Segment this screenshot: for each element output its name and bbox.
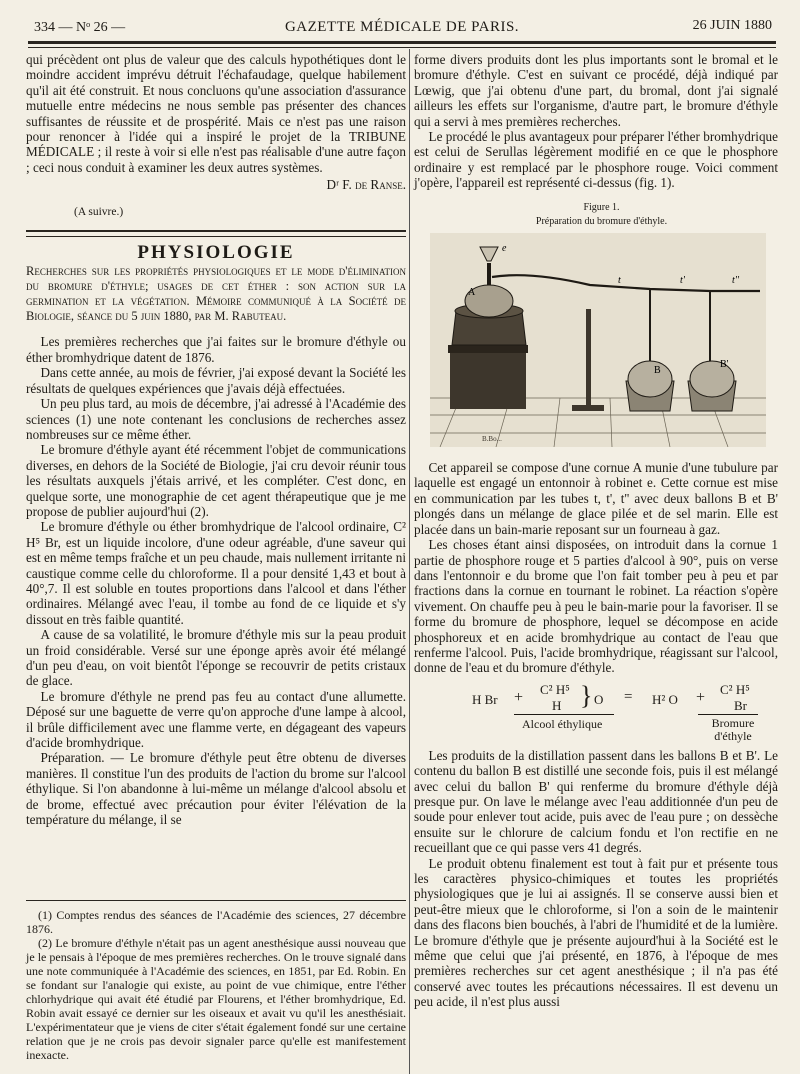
label-a: A [468,286,476,298]
author-signature: Dʳ F. de Ranse. [326,177,406,193]
eq-o: O [594,691,604,707]
support-stand [586,309,591,409]
label-t: t [618,274,621,286]
body-paragraph: Le bromure d'éthyle ayant été récemment l'objet de communications diverses, en dehors de la Société de Biologie, j'ai cru devoir réunir tous les résultats auxquels j'étais arrivé, et les compléter. C'est donc, en quelque sorte, une monographie de cet agent thérapeutique que je me propose de publier aujourd'hui (2). [26,442,406,519]
flask-b [628,361,672,397]
footnote: (2) Le bromure d'éthyle n'était pas un agent anesthésique aussi nouveau que je le pensais à l'époque de mes premières recherches. On le trouve signalé dans une note communiquée à l'Académie des sciences, en 1851, par Ed. Robin. En se fondant sur l'analogie qui existe, au point de vue chimique, entre l'éther chlorhydrique qui avait été étudié par Flourens, et l'éther bromhydrique, Ed. Robin avait essayé ce dernier sur les oiseaux et avait vu qu'il les anesthésiait. L'expérimentateur que je viens de citer s'était également fondé sur une certaine relation que je ne crois pas devoir signaler parce qu'elle est manifestement inexacte. [26,936,406,1062]
body-paragraph: Le procédé le plus avantageux pour préparer l'éther bromhydrique est celui de Serullas légèrement modifié en ce que le phosphore ordinaire y est remplacé par le phosphore rouge. Voici comment j'opère, l'appareil est représenté ci-dessus (fig. 1). [414,129,778,191]
section-rule [26,230,406,237]
figure-caption: Préparation du bromure d'éthyle. [535,215,668,227]
body-paragraph: Les produits de la distillation passent dans les ballons B et B'. Le contenu du ballon B est distillé une seconde fois, puis il est mélangé avec celui du ballon B' qui renferme du bromure d'éthyle déjà presque pur. On lave le mélange avec l'eau additionnée d'un peu de soude pour enlever tout acide, puis avec de l'eau pure ; on dessèche ensuite sur le chlorure de calcium fondu et l'on rectifie en ne recueillant que ce qui passe vers 41 degrés. [414,747,778,856]
right-column [414,52,778,1010]
eq-underline-alcool [514,714,614,715]
intro-paragraph: qui précèdent ont plus de valeur que des calculs hypothétiques dont le moindre accident imprévu détruit l'échafaudage, quelque habilement qu'il ait été construit. Et nous concluons qu'une association d'assurance mutuelle entre médecins ne nous semble pas présenter des chances suffisantes de réussite et de prospérité. Mais ce n'est pas une raison pour renoncer à l'idée qui a inspiré le projet de la TRIBUNE MÉDICALE ; il reste à voir si elle n'est pas réalisable d'une autre façon ; ceci nous conduit à examiner les deux autres systèmes. [26,52,406,175]
label-b: B [654,364,661,376]
eq-hbr: H Br [472,691,498,707]
eq-br: Br [734,697,747,713]
eq-brace: } [580,680,593,710]
journal-title: GAZETTE MÉDICALE DE PARIS. [284,19,520,35]
eq-underline-bromure [698,714,758,715]
header-rule-thick [28,41,776,44]
section-subtitle: Recherches sur les propriétés physiologiques et le mode d'élimination du bromure d'éthyle; usages de cet éther : son action sur la germination et la végétation. Mémoire communiqué à la Société de Biologie, séance du 5 juin 1880, par M. Rabuteau. [26,264,406,324]
eq-plus-2: + [696,688,706,706]
eq-plus-1: + [514,688,524,706]
body-paragraph: Le produit obtenu finalement est tout à fait pur et présente tous les caractères physico-chimiques et toutes les propriétés physiologiques que je lui ai assignés. Il se conserve aussi bien et peut-être mieux que le chloroforme, si l'on a soin de le maintenir dans des flacons bien bouchés, à l'abri de l'humidité et de la lumière. Le bromure d'éthyle que je présente aujourd'hui à la Société est le même que celui que j'ai présenté, en 1876, à l'époque de mes premières recherches sur cet agent anesthésique ; il n'a pas été conservé avec toutes les précautions nécessaires. Il est devenu un peu acide, il n'est plus aussi [414,855,778,1010]
body-paragraph: A cause de sa volatilité, le bromure d'éthyle mis sur la peau produit un froid considérable. Versé sur une éponge après avoir été mélangé d'un peu d'eau, on voit bientôt l'éponge se recouvrir de petits cristaux de glace. [26,627,406,689]
label-e: e [502,242,507,254]
eq-c2h5-2: C² H⁵ [720,681,750,697]
eq-h2o: H² O [652,691,678,707]
body-paragraph: forme divers produits dont les plus importants sont le bromal et le bromure d'éthyle. C'est en suivant ce procédé, déjà indiqué par Lœwig, que j'ai obtenu d'une part, du bromal, dont j'ai signalé ailleurs les effets sur l'organisme, d'autre part, le bromure d'éthyle qui a servi à mes premières recherches. [414,52,778,129]
body-paragraph: Cet appareil se compose d'une cornue A munie d'une tubulure par laquelle est engagé un entonnoir à robinet e. Cette cornue est mise en communication par les tubes t, t', t'' avec deux ballons B et B' plongés dans un mélange de glace pilée et de sel marin. Elle est placée dans un bain-marie reposant sur un fourneau à gaz. [414,460,778,537]
left-column [26,52,406,827]
engraver-signature: B.Bo... [482,434,502,443]
section-title: PHYSIOLOGIE [137,242,295,264]
body-paragraph: Dans cette année, au mois de février, j'ai exposé devant la Société les résultats de quelques expériences que j'avais déjà effectuées. [26,365,406,396]
eq-equals: = [624,688,633,705]
eq-label-alcool: Alcool éthylique [522,716,603,731]
gas-furnace [450,351,526,409]
body-paragraph: Le bromure d'éthyle ou éther bromhydrique de l'alcool ordinaire, C² H⁵ Br, est un liquide incolore, d'une odeur agréable, d'une saveur qui est en même temps fraîche et un peu chaude, mais nullement irritante ni caustique comme celle du chloroforme. Il a pour densité 1,43 et bout à 40°,7. Il est soluble en toutes proportions dans l'alcool et dans l'éther ordinaires. Mélangé avec l'eau, il tombe au fond de ce liquide et s'y dissout en très faible quantité. [26,519,406,627]
footnote-rule [26,900,406,901]
label-t2: t'' [732,274,740,286]
page-number: 334 — Nᵒ 26 — [34,20,126,35]
body-paragraph: Les choses étant ainsi disposées, on introduit dans la cornue 1 partie de phosphore rouge et 5 parties d'alcool à 90°, puis on verse dans l'entonnoir e du brome que l'on fait tomber peu à peu et par fractions dans la cornue en tournant le robinet. La réaction s'opère vivement. On chauffe peu à peu le bain-marie pour la favoriser. Il se forme du bromure de phosphore, lequel se décompose en acide phosphoreux et en acide bromhydrique au contact de l'eau que renferme l'alcool. Puis, l'acide bromhydrique, réagissant sur l'alcool, donne de l'eau et du bromure d'éthyle. [414,537,778,676]
page-header [28,17,776,39]
to-be-continued: (A suivre.) [74,205,124,218]
header-rule-thin [28,47,776,48]
figure-title: Figure 1. [583,201,620,213]
body-paragraph: Préparation. — Le bromure d'éthyle peut être obtenu de diverses manières. Il constitue l'un des produits de l'action du brome sur l'alcool éthylique. Si l'on abandonne à lui-même un mélange d'alcool absolu et de brome, effectué avec précaution pour éviter l'élévation de la température du mélange, il se [26,750,406,828]
footnotes [26,896,406,1062]
column-divider [409,49,410,1074]
eq-label-bromure: Bromure d'éthyle [711,715,755,743]
label-b1: B' [720,358,729,370]
label-t1: t' [680,274,685,286]
footnote: (1) Comptes rendus des séances de l'Académie des sciences, 27 décembre 1876. [26,908,406,936]
eq-h: H [552,697,562,713]
chemical-equation [414,676,778,748]
body-paragraph: Un peu plus tard, au mois de décembre, j'ai adressé à l'Académie des sciences (1) une note contenant les conclusions de recherches assez nombreuses sur ce même éther. [26,396,406,442]
body-paragraph: Les premières recherches que j'ai faites sur le bromure d'éthyle ou éther bromhydrique datent de 1876. [26,334,406,365]
body-paragraph: Le bromure d'éthyle ne prend pas feu au contact d'une allumette. Déposé sur une baguette de verre qu'on approche d'une lampe à alcool, il brûle difficilement avec une flamme verte, en dégageant des vapeurs d'acide bromhydrique. [26,688,406,751]
apparatus-illustration [430,233,766,447]
issue-date: 26 JUIN 1880 [692,18,772,33]
eq-c2h5: C² H⁵ [540,681,570,697]
